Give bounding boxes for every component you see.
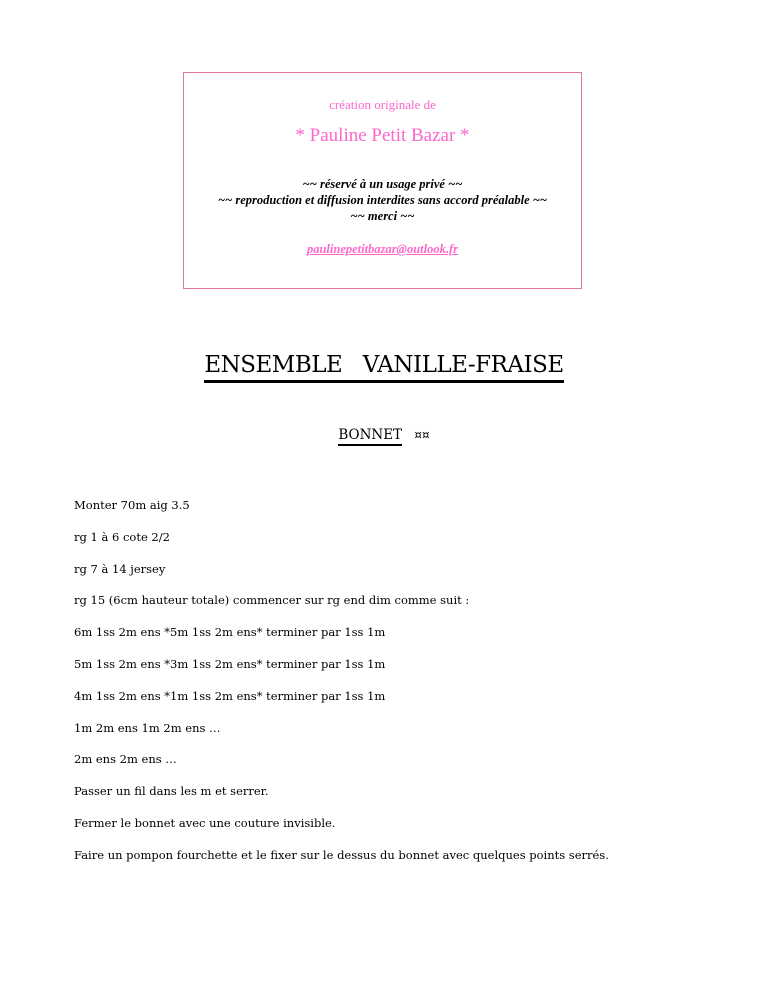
instruction-line: rg 1 à 6 cote 2/2 <box>74 529 170 544</box>
designer-name: * Pauline Petit Bazar * <box>295 125 470 146</box>
instruction-line: 1m 2m ens 1m 2m ens … <box>74 720 221 735</box>
credit-box <box>183 72 582 289</box>
usage-notice-line: ~~ réservé à un usage privé ~~ <box>302 177 463 191</box>
instruction-line: 5m 1ss 2m ens *3m 1ss 2m ens* terminer par 1ss 1m <box>74 656 386 671</box>
instruction-line: Passer un fil dans les m et serrer. <box>74 784 269 799</box>
usage-notice-line: ~~ reproduction et diffusion interdites sans accord préalable ~~ <box>218 193 547 207</box>
email-link[interactable]: paulinepetitbazar@outlook.fr <box>306 242 459 256</box>
instruction-line: rg 7 à 14 jersey <box>74 561 166 576</box>
credit-intro: création originale de <box>329 97 436 112</box>
usage-notice-line: ~~ merci ~~ <box>350 209 415 223</box>
document-title: ENSEMBLE VANILLE-FRAISE <box>204 352 563 383</box>
section-heading <box>0 427 768 446</box>
instruction-line: Fermer le bonnet avec une couture invisible. <box>74 815 336 830</box>
document-title-wrap <box>0 352 768 383</box>
instruction-line: Monter 70m aig 3.5 <box>74 498 190 512</box>
instruction-line: 2m ens 2m ens … <box>74 752 177 767</box>
section-mark: ¤¤ <box>414 428 430 442</box>
instruction-line: 6m 1ss 2m ens *5m 1ss 2m ens* terminer par 1ss 1m <box>74 625 386 640</box>
instructions-list <box>74 497 754 879</box>
instruction-line: 4m 1ss 2m ens *1m 1ss 2m ens* terminer par 1ss 1m <box>74 688 386 703</box>
section-title: BONNET <box>338 427 402 446</box>
instruction-line: rg 15 (6cm hauteur totale) commencer sur rg end dim comme suit : <box>74 593 470 608</box>
usage-notice <box>184 176 581 224</box>
instruction-line: Faire un pompon fourchette et le fixer sur le dessus du bonnet avec quelques points serrés. <box>74 847 609 862</box>
